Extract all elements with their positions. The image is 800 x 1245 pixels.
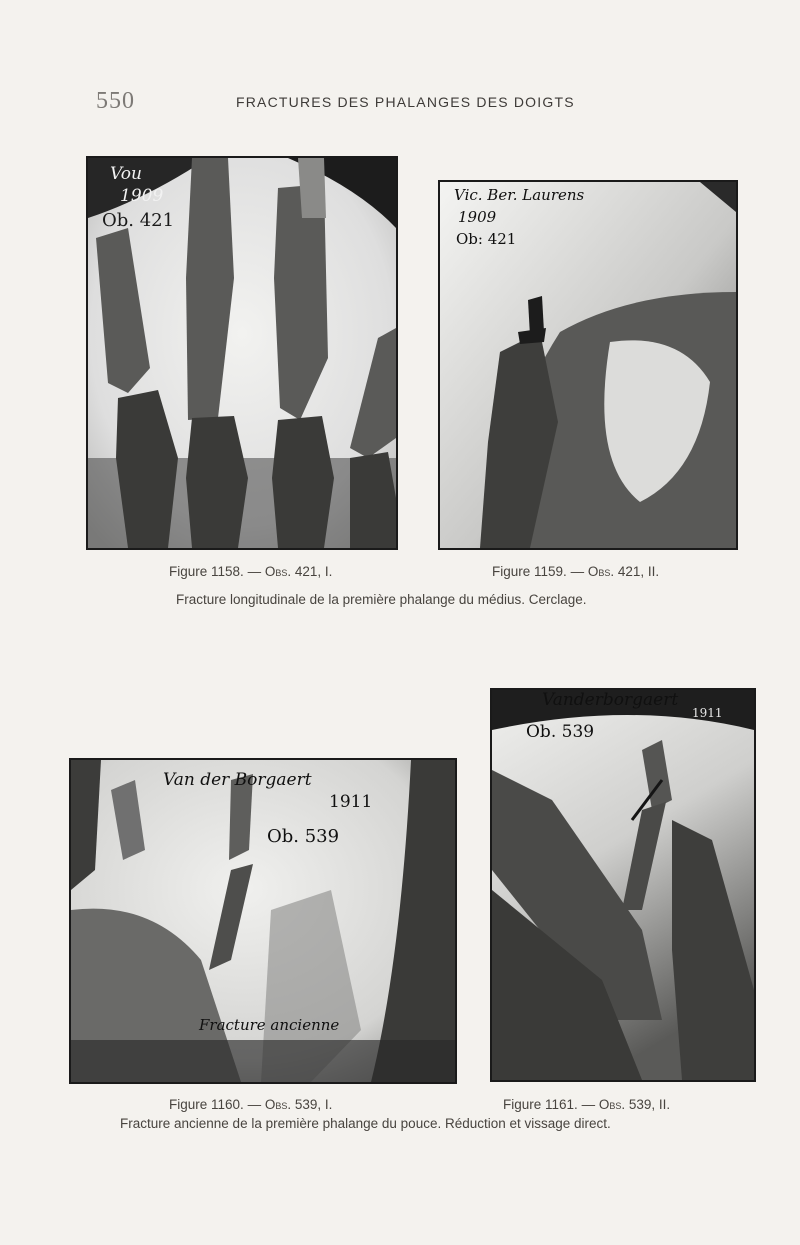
xray-figure-1158 bbox=[86, 156, 398, 550]
handwritten-obs: Ob. 421 bbox=[102, 210, 175, 231]
figure-number: Figure 1160. bbox=[169, 1097, 244, 1112]
page-header bbox=[0, 88, 800, 112]
handwritten-year: 1911 bbox=[329, 792, 373, 812]
caption-figure-1161: Figure 1161. — Obs. 539, II. bbox=[503, 1097, 671, 1112]
handwritten-year: 1909 bbox=[120, 186, 164, 206]
caption-figure-1158: Figure 1158. — Obs. 421, I. bbox=[169, 564, 333, 579]
running-title: FRACTURES DES PHALANGES DES DOIGTS bbox=[236, 94, 575, 110]
observation-ref: Obs. 539, II. bbox=[598, 1097, 671, 1112]
handwritten-name: Vanderborgaert bbox=[542, 690, 679, 710]
xray-figure-1159 bbox=[438, 180, 738, 550]
caption-figure-1159: Figure 1159. — Obs. 421, II. bbox=[492, 564, 660, 579]
observation-ref: Obs. 421, II. bbox=[587, 564, 660, 579]
xray-figure-1160 bbox=[69, 758, 457, 1084]
handwritten-name: Van der Borgaert bbox=[163, 770, 312, 790]
handwritten-obs: Ob. 539 bbox=[526, 722, 595, 742]
page-number: 550 bbox=[96, 88, 135, 114]
xray-figure-1161 bbox=[490, 688, 756, 1082]
observation-ref: Obs. 539, I. bbox=[264, 1097, 333, 1112]
handwritten-obs: Ob: 421 bbox=[456, 230, 517, 248]
handwritten-note: Fracture ancienne bbox=[199, 1016, 340, 1034]
observation-ref: Obs. 421, I. bbox=[264, 564, 333, 579]
group-caption-bottom: Fracture ancienne de la première phalange du pouce. Réduction et vissage direct. bbox=[120, 1116, 611, 1131]
figure-number: Figure 1159. bbox=[492, 564, 567, 579]
group-caption-top: Fracture longitudinale de la première phalange du médius. Cerclage. bbox=[176, 592, 587, 607]
handwritten-year: 1909 bbox=[458, 208, 497, 226]
handwritten-year: 1911 bbox=[692, 706, 723, 720]
figure-number: Figure 1158. bbox=[169, 564, 244, 579]
handwritten-name: Vic. Ber. Laurens bbox=[454, 186, 585, 204]
caption-figure-1160: Figure 1160. — Obs. 539, I. bbox=[169, 1097, 333, 1112]
handwritten-name: Vou bbox=[110, 164, 142, 184]
handwritten-obs: Ob. 539 bbox=[267, 826, 340, 847]
figure-number: Figure 1161. bbox=[503, 1097, 578, 1112]
